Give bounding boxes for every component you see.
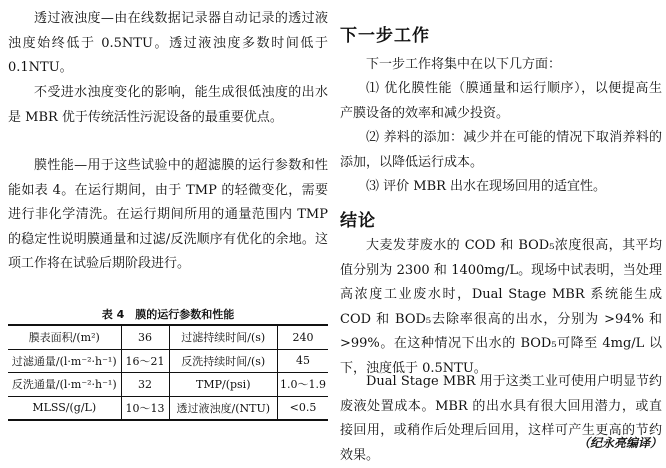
conclusion-paragraph-1: 大麦发芽废水的 COD 和 BOD₅浓度很高，其平均值分别为 2300 和 1400mg/L。现场中试表明，当处理高浓度工业废水时，Dual Stage MBR 系统能生成 COD 和 BOD₅去除率很高的出水，分别为 >94% 和 >99%。在这种情况下出水的 BOD₅可降至 4mg/L 以下，浊度低于 0.5NTU。 xyxy=(340,238,662,376)
conclusion-heading: 结论 xyxy=(340,211,376,231)
table-row xyxy=(8,396,328,420)
parameter-value-cell: 16～21 xyxy=(121,349,169,373)
parameter-name-cell: 反洗通量/(l·m⁻²·h⁻¹) xyxy=(8,373,121,397)
translator-credit: （纪永亮编译） xyxy=(577,436,662,450)
parameter-name-cell: 膜表面积/(m²) xyxy=(8,325,121,349)
membrane-performance-paragraph: 膜性能—用于这些试验中的超滤膜的运行参数和性能如表 4。在运行期间，由于 TMP 的轻微变化，需要进行非化学清洗。在运行期间所用的通量范围内 TMP 的稳定性说明膜通量和过滤/反洗顺序有优化的余地。这项工作将在试验后期阶段进行。 xyxy=(8,158,328,271)
next-step-item-3: ⑶ 评价 MBR 出水在现场回用的适宜性。 xyxy=(366,179,607,194)
conclusion-paragraph-2: Dual Stage MBR 用于这类工业可使用户明显节约废液处置成本。MBR 的出水具有很大回用潜力，或直接回用，或稍作后处理后回用，这样可产生更高的节约效果。 xyxy=(340,374,662,463)
parameter-value-cell: 36 xyxy=(121,325,169,349)
table-row xyxy=(8,349,328,373)
parameter-value-cell: 1.0～1.9 xyxy=(277,373,328,397)
next-step-item-2: ⑵ 养料的添加：减少并在可能的情况下取消养料的添加，以降低运行成本。 xyxy=(340,130,662,170)
table-row xyxy=(8,373,328,397)
parameter-name-cell: 反洗持续时间/(s) xyxy=(169,349,277,373)
next-step-item-1: ⑴ 优化膜性能（膜通量和运行顺序），以便提高生产膜设备的效率和减少投资。 xyxy=(340,81,662,121)
parameter-value-cell: 45 xyxy=(277,349,328,373)
table-row xyxy=(8,325,328,349)
membrane-parameters-table xyxy=(8,324,328,421)
mbr-advantage-paragraph: 不受进水浊度变化的影响，能生成很低浊度的出水是 MBR 优于传统活性污泥设备的最重要优点。 xyxy=(8,85,328,125)
parameter-name-cell: 过滤通量/(l·m⁻²·h⁻¹) xyxy=(8,349,121,373)
table-caption: 表 4 膜的运行参数和性能 xyxy=(101,308,235,321)
next-steps-heading: 下一步工作 xyxy=(340,26,430,46)
parameter-name-cell: TMP/(psi) xyxy=(169,373,277,397)
parameter-name-cell: 过滤持续时间/(s) xyxy=(169,325,277,349)
turbidity-paragraph: 透过液浊度—由在线数据记录器自动记录的透过液浊度始终低于 0.5NTU。透过液浊度多数时间低于 0.1NTU。 xyxy=(8,11,328,75)
parameter-name-cell: MLSS/(g/L) xyxy=(8,396,121,420)
parameter-value-cell: <0.5 xyxy=(277,396,328,420)
parameter-name-cell: 透过液浊度/(NTU) xyxy=(169,396,277,420)
parameter-value-cell: 240 xyxy=(277,325,328,349)
next-steps-intro: 下一步工作将集中在以下几方面： xyxy=(366,57,562,72)
parameter-value-cell: 32 xyxy=(121,373,169,397)
parameter-value-cell: 10～13 xyxy=(121,396,169,420)
